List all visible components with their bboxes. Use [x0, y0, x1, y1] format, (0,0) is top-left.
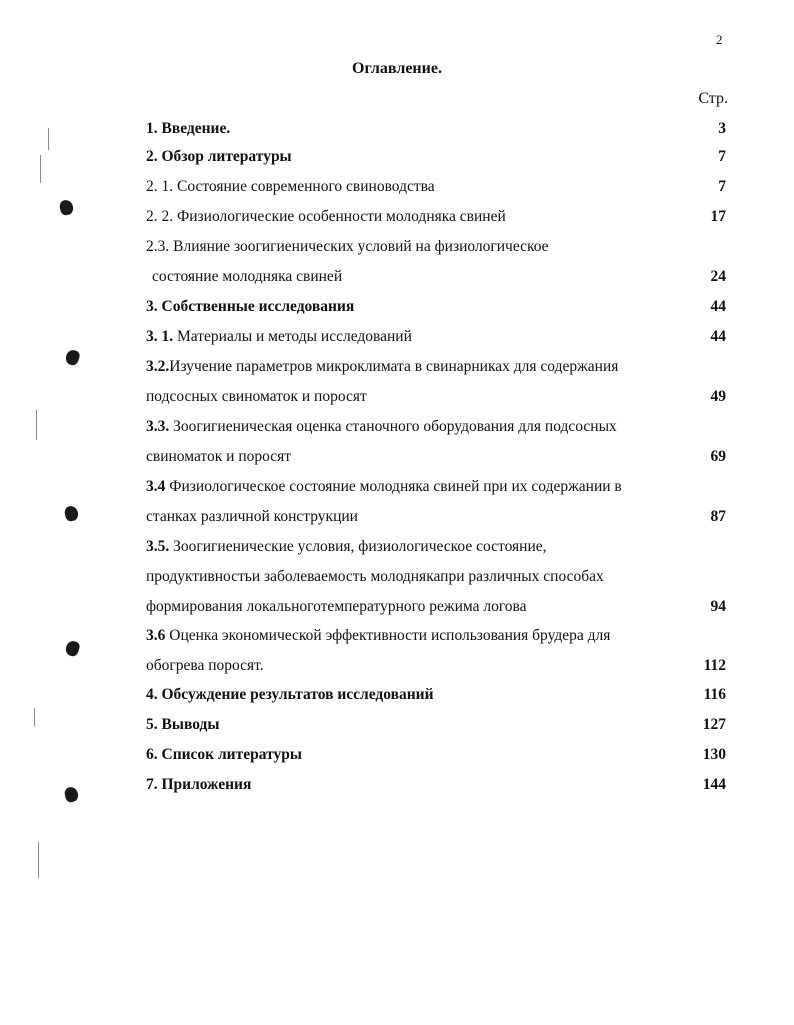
toc-entry-page: 7	[718, 148, 726, 165]
toc-entry-page: 44	[710, 328, 726, 345]
page-number: 2	[716, 32, 723, 47]
toc-entry-literature-review	[146, 142, 726, 172]
toc-entry-number: 3.	[146, 298, 158, 315]
toc-entry-number: 2. 1.	[146, 178, 174, 195]
toc-entry-3-4	[146, 472, 726, 502]
toc-entry-title: Список литературы	[161, 746, 302, 763]
toc-entry-number: 7.	[146, 776, 158, 793]
page-title: Оглавление.	[352, 60, 442, 77]
toc-entry-title: Изучение параметров микроклимата в свинарниках для содержания	[169, 358, 619, 375]
toc-entry-3-5-cont	[146, 562, 726, 592]
toc-entry-page: 130	[702, 746, 726, 763]
toc-entry-number: 6.	[146, 746, 158, 763]
toc-entry-title: формирования локальноготемпературного режима логова	[146, 598, 527, 615]
toc-entry-title: Зоогигиеническая оценка станочного оборудования для подсосных	[173, 418, 617, 435]
toc-entry-title: Введение.	[161, 120, 231, 137]
toc-entry-title: Оценка экономической эффективности использования брудера для	[169, 627, 611, 644]
scan-speck	[48, 128, 49, 150]
binder-hole-mark	[64, 505, 80, 522]
toc-entry-page: 112	[703, 657, 726, 674]
toc-entry-number: 3.5.	[146, 538, 170, 555]
toc-entry-2-3-cont	[146, 262, 726, 292]
toc-entry-page: 144	[702, 776, 726, 793]
binder-hole-mark	[59, 199, 75, 216]
toc-entry-3-6	[146, 621, 726, 651]
toc-entry-page: 24	[710, 268, 726, 285]
binder-hole-mark	[64, 639, 81, 657]
toc-entry-number: 5.	[146, 716, 158, 733]
toc-entry-3-4-cont	[146, 502, 726, 532]
toc-entry-title: подсосных свиноматок и поросят	[146, 388, 367, 405]
toc-entry-page: 94	[710, 598, 726, 615]
toc-entry-own-research	[146, 292, 726, 322]
toc-entry-discussion	[146, 680, 726, 710]
toc-entry-title: станках различной конструкции	[146, 508, 358, 525]
toc-entry-page: 49	[710, 388, 726, 405]
page-column-label: Стр.	[698, 90, 728, 107]
toc-entry-number: 3. 1.	[146, 328, 174, 345]
toc-entry-title: обогрева поросят.	[146, 657, 264, 674]
toc-entry-title: Состояние современного свиноводства	[177, 178, 435, 195]
toc-entry-2-1	[146, 172, 726, 202]
toc-entry-title: Материалы и методы исследований	[177, 328, 412, 345]
toc-entry-title: свиноматок и поросят	[146, 448, 292, 465]
toc-entry-3-5	[146, 532, 726, 562]
toc-entry-page: 69	[710, 448, 726, 465]
toc-entry-conclusions	[146, 710, 726, 740]
toc-entry-title: продуктивностьи заболеваемость молоднякапри различных способах	[146, 568, 604, 585]
toc-entry-title: Зоогигиенические условия, физиологическое состояние,	[173, 538, 547, 555]
toc-entry-number: 3.2.	[146, 358, 170, 375]
toc-entry-3-2	[146, 352, 726, 382]
toc-entry-title: Приложения	[161, 776, 252, 793]
toc-entry-3-2-cont	[146, 382, 726, 412]
toc-entry-number: 4.	[146, 686, 158, 703]
binder-hole-mark	[64, 348, 81, 366]
toc-entry-title: Выводы	[161, 716, 220, 733]
toc-entry-page: 116	[703, 686, 726, 703]
scan-speck	[38, 842, 39, 878]
toc-entry-3-6-cont	[146, 651, 726, 681]
toc-entry-title: Влияние зоогигиенических условий на физиологическое	[173, 238, 549, 255]
toc-entry-2-2	[146, 202, 726, 232]
toc-entry-page: 3	[718, 120, 726, 137]
toc-entry-page: 17	[710, 208, 726, 225]
scan-speck	[36, 410, 37, 440]
toc-entry-appendices	[146, 770, 726, 800]
toc-entry-introduction	[146, 114, 726, 144]
toc-entry-number: 3.6	[146, 627, 166, 644]
toc-entry-page: 7	[718, 178, 726, 195]
toc-entry-references	[146, 740, 726, 770]
scan-speck	[40, 155, 41, 183]
toc-entry-number: 2.	[146, 148, 158, 165]
toc-entry-number: 3.4	[146, 478, 166, 495]
toc-entry-3-3-cont	[146, 442, 726, 472]
toc-entry-number: 2.3.	[146, 238, 170, 255]
toc-entry-number: 3.3.	[146, 418, 170, 435]
toc-entry-title: Обзор литературы	[161, 148, 292, 165]
toc-entry-3-1	[146, 322, 726, 352]
toc-entry-title: состояние молодняка свиней	[152, 268, 343, 285]
binder-hole-mark	[64, 786, 80, 803]
toc-entry-number: 2. 2.	[146, 208, 174, 225]
toc-entry-3-5-cont2	[146, 592, 726, 622]
toc-entry-page: 44	[710, 298, 726, 315]
toc-entry-page: 87	[710, 508, 726, 525]
toc-entry-title: Физиологическое состояние молодняка свиней при их содержании в	[169, 478, 622, 495]
toc-entry-page: 127	[702, 716, 726, 733]
scan-speck	[34, 708, 35, 726]
toc-entry-3-3	[146, 412, 726, 442]
toc-entry-title: Обсуждение результатов исследований	[161, 686, 434, 703]
toc-entry-title: Собственные исследования	[161, 298, 355, 315]
toc-entry-title: Физиологические особенности молодняка свиней	[177, 208, 506, 225]
toc-entry-number: 1.	[146, 120, 158, 137]
toc-entry-2-3	[146, 232, 726, 262]
